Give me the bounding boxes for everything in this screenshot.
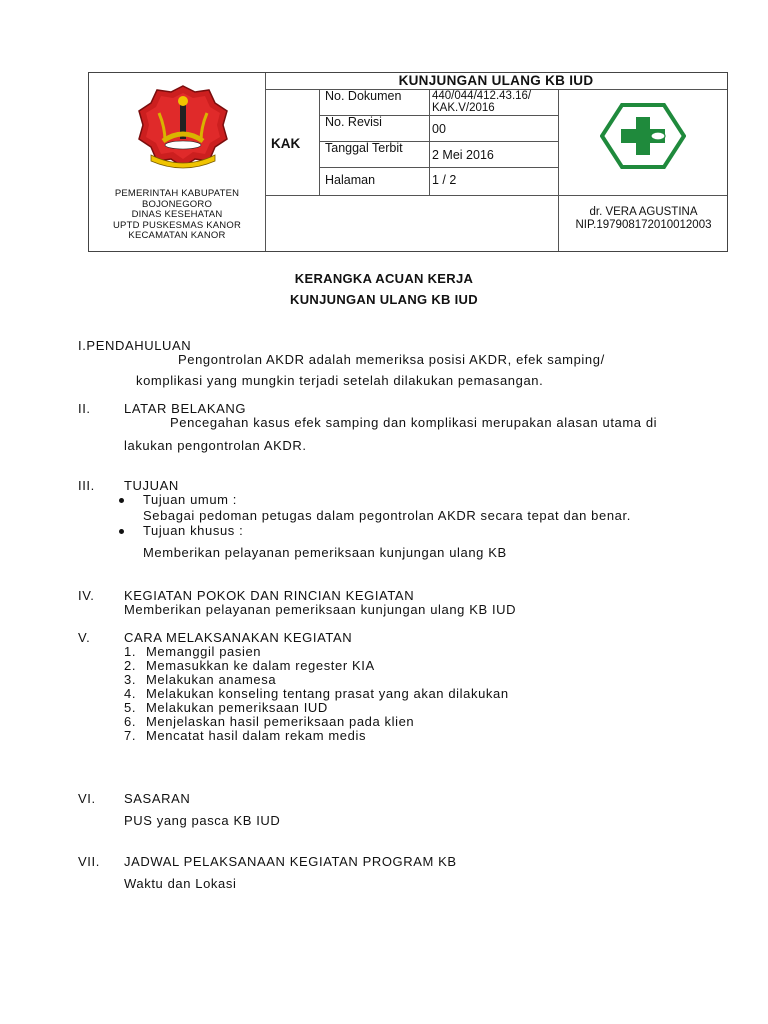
row-value-tanggal-terbit: 2 Mei 2016 — [432, 148, 494, 162]
org-line: UPTD PUSKESMAS KANOR — [112, 219, 242, 231]
divider — [265, 195, 727, 196]
divider — [265, 73, 266, 251]
row-label-halaman: Halaman — [325, 173, 376, 187]
section-text: lakukan pengontrolan AKDR. — [124, 438, 307, 453]
divider — [319, 167, 558, 168]
org-line: DINAS KESEHATAN — [131, 209, 223, 220]
section-text: Memberikan pelayanan pemeriksaan kunjungan ulang KB IUD — [124, 602, 517, 617]
document-header-table — [88, 72, 728, 252]
bullet-icon — [119, 529, 124, 534]
list-item: 7. Mencatat hasil dalam rekam medis — [124, 728, 367, 743]
section-number: VI. — [78, 791, 96, 806]
list-item: 6. Menjelaskan hasil pemeriksaan pada klien — [124, 714, 415, 729]
section-heading-latar-belakang: LATAR BELAKANG — [124, 401, 247, 416]
section-number: VII. — [78, 854, 100, 869]
section-heading-jadwal: JADWAL PELAKSANAAN KEGIATAN PROGRAM KB — [124, 854, 457, 869]
row-label-no-dokumen: No. Dokumen — [325, 89, 402, 103]
section-text: Pencegahan kasus efek samping dan komplikasi merupakan alasan utama di — [170, 415, 658, 430]
bullet-icon — [119, 498, 124, 503]
list-item: 1. Memanggil pasien — [124, 644, 262, 659]
list-item: 5. Melakukan pemeriksaan IUD — [124, 700, 328, 715]
document-heading-line2: KUNJUNGAN ULANG KB IUD — [290, 292, 478, 307]
row-label-tanggal-terbit: Tanggal Terbit — [325, 141, 403, 155]
section-number: V. — [78, 630, 91, 645]
section-heading-pendahuluan: I.PENDAHULUAN — [78, 338, 192, 353]
signatory-nip: NIP.197908172010012003 — [575, 219, 712, 231]
doc-number-line: KAK.V/2016 — [432, 102, 495, 114]
section-text: Memberikan pelayanan pemeriksaan kunjungan ulang KB — [143, 545, 507, 560]
section-text: Pengontrolan AKDR adalah memeriksa posisi AKDR, efek samping/ — [178, 352, 605, 367]
section-heading-sasaran: SASARAN — [124, 791, 191, 806]
section-text: Sebagai pedoman petugas dalam pegontrolan AKDR secara tepat dan benar. — [143, 508, 631, 523]
signatory — [558, 206, 729, 232]
list-item: 3. Melakukan anamesa — [124, 672, 277, 687]
doc-number-line: 440/044/412.43.16/ — [432, 90, 532, 102]
row-value-halaman: 1 / 2 — [432, 173, 457, 187]
bojonegoro-regency-logo — [135, 83, 231, 175]
section-number: IV. — [78, 588, 95, 603]
section-heading-cara: CARA MELAKSANAKAN KEGIATAN — [124, 630, 353, 645]
section-text: PUS yang pasca KB IUD — [124, 813, 281, 828]
row-value-no-revisi: 00 — [432, 122, 446, 136]
steps-list — [124, 645, 509, 743]
row-value-no-dokumen — [432, 90, 531, 114]
section-heading-kegiatan: KEGIATAN POKOK DAN RINCIAN KEGIATAN — [124, 588, 415, 603]
row-label-no-revisi: No. Revisi — [325, 115, 382, 129]
org-line: BOJONEGORO — [141, 198, 213, 210]
puskesmas-logo — [600, 103, 686, 169]
signatory-name: dr. VERA AGUSTINA — [589, 206, 698, 218]
list-item: 4. Melakukan konseling tentang prasat yang akan dilakukan — [124, 686, 509, 701]
section-text: komplikasi yang mungkin terjadi setelah dilakukan pemasangan. — [136, 373, 544, 388]
divider — [429, 89, 430, 195]
section-text: Waktu dan Lokasi — [124, 876, 237, 891]
org-line: KECAMATAN KANOR — [128, 230, 226, 241]
document-title: KUNJUNGAN ULANG KB IUD — [398, 73, 594, 88]
section-heading-tujuan: TUJUAN — [124, 478, 179, 493]
divider — [319, 89, 320, 195]
org-line: PEMERINTAH KABUPATEN — [114, 188, 240, 199]
section-number: III. — [78, 478, 95, 493]
organization-name — [89, 189, 265, 242]
kak-label: KAK — [271, 136, 301, 151]
bullet-label: Tujuan umum : — [143, 492, 238, 507]
bullet-label: Tujuan khusus : — [143, 523, 244, 538]
document-heading-line1: KERANGKA ACUAN KERJA — [294, 271, 474, 286]
list-item: 2. Memasukkan ke dalam regester KIA — [124, 658, 375, 673]
section-number: II. — [78, 401, 91, 416]
